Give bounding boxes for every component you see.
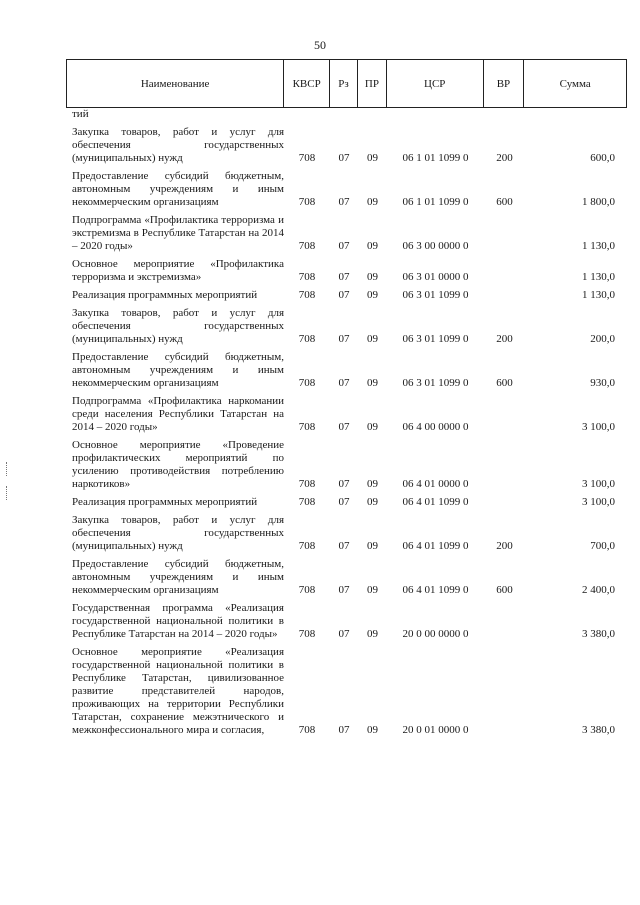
table-row [66, 214, 627, 253]
row-rz: 07 [338, 584, 350, 596]
table-body [66, 108, 627, 742]
table-row [66, 439, 627, 491]
row-pr: 09 [367, 478, 378, 490]
row-name: Предоставление субсидий бюджетным, автономным учреждениям и иным некоммерческим организациям [72, 351, 284, 389]
row-vr [484, 258, 525, 284]
row-kvsr: 708 [298, 628, 316, 640]
row-csr: 06 4 01 1099 0 [402, 496, 469, 508]
table-row [66, 602, 627, 641]
row-name: Основное мероприятие «Проведение профилактических мероприятий по усилению противодействия потреблению наркотиков» [72, 439, 284, 490]
row-csr: 06 4 01 1099 0 [402, 540, 469, 552]
row-name: Основное мероприятие «Реализация государственной национальной политики в Республике Татарстан, цивилизованное развитие представителей народов, проживающих на территории Республики Татарстан, сохранение межэтнического и межконфессионального мира и согласия, [72, 646, 284, 736]
row-rz: 07 [338, 421, 350, 433]
row-sum: 3 100,0 [582, 496, 615, 508]
row-name: Государственная программа «Реализация государственной национальной политики в Республике Татарстан на 2014 – 2020 годы» [72, 602, 284, 640]
row-sum: 3 100,0 [582, 421, 615, 433]
row-vr [484, 496, 525, 509]
row-sum: 3 380,0 [582, 628, 615, 640]
row-pr: 09 [367, 196, 378, 208]
table-row [66, 108, 627, 121]
margin-mark [6, 462, 8, 476]
margin-mark [6, 486, 8, 500]
row-vr: 200 [496, 333, 513, 345]
table-row [66, 395, 627, 434]
row-name: тий [72, 108, 89, 120]
row-sum: 3 100,0 [582, 478, 615, 490]
row-rz: 07 [338, 333, 350, 345]
row-csr: 20 0 00 0000 0 [402, 628, 469, 640]
table-row [66, 558, 627, 597]
row-vr: 600 [496, 196, 513, 208]
row-kvsr: 708 [298, 377, 316, 389]
row-vr [484, 214, 525, 253]
row-vr: 600 [496, 584, 513, 596]
row-pr: 09 [367, 496, 378, 508]
row-pr: 09 [367, 540, 378, 552]
row-sum: 1 130,0 [582, 271, 615, 283]
row-rz: 07 [338, 152, 350, 164]
row-name: Реализация программных мероприятий [72, 289, 258, 301]
header-csr: ЦСР [387, 60, 484, 107]
row-name: Закупка товаров, работ и услуг для обеспечения государственных (муниципальных) нужд [72, 126, 284, 164]
row-csr: 06 1 01 1099 0 [402, 152, 469, 164]
row-rz: 07 [338, 478, 350, 490]
row-rz: 07 [338, 289, 350, 301]
row-name: Подпрограмма «Профилактика терроризма и экстремизма в Республике Татарстан на 2014 – 2020 годы» [72, 214, 284, 252]
row-pr: 09 [367, 421, 378, 433]
row-sum: 200,0 [590, 333, 615, 345]
row-pr: 09 [367, 584, 378, 596]
table-row [66, 646, 627, 737]
row-kvsr: 708 [298, 240, 316, 252]
row-vr [484, 108, 525, 121]
row-vr: 200 [496, 152, 513, 164]
row-rz: 07 [338, 196, 350, 208]
row-rz: 07 [338, 724, 350, 736]
row-name: Предоставление субсидий бюджетным, автономным учреждениям и иным некоммерческим организациям [72, 558, 284, 596]
row-pr [358, 108, 387, 121]
row-name: Основное мероприятие «Профилактика терроризма и экстремизма» [72, 258, 284, 283]
row-sum: 1 130,0 [582, 289, 615, 301]
row-pr: 09 [367, 271, 378, 283]
row-sum: 2 400,0 [582, 584, 615, 596]
row-sum: 1 800,0 [582, 196, 615, 208]
row-rz: 07 [338, 377, 350, 389]
row-kvsr: 708 [298, 196, 316, 208]
row-sum: 700,0 [590, 540, 615, 552]
row-rz [330, 108, 358, 121]
row-kvsr: 708 [298, 333, 316, 345]
table-row [66, 307, 627, 346]
row-kvsr: 708 [298, 478, 316, 490]
row-pr: 09 [367, 333, 378, 345]
row-csr: 20 0 01 0000 0 [402, 724, 469, 736]
row-csr [387, 108, 484, 121]
table-row [66, 496, 627, 509]
row-kvsr: 708 [298, 152, 316, 164]
row-csr: 06 3 01 1099 0 [402, 333, 469, 345]
row-name: Подпрограмма «Профилактика наркомании среди населения Республики Татарстан на 2014 – 2020 годы» [72, 395, 284, 433]
page-number: 50 [314, 38, 326, 52]
row-vr [484, 289, 525, 302]
row-csr: 06 3 01 0000 0 [402, 271, 469, 283]
row-csr: 06 3 00 0000 0 [402, 240, 469, 252]
row-kvsr: 708 [298, 584, 316, 596]
table-row [66, 351, 627, 390]
header-kvsr: КВСР [284, 60, 330, 107]
row-vr: 200 [496, 540, 513, 552]
row-csr: 06 3 01 1099 0 [402, 289, 469, 301]
row-rz: 07 [338, 496, 350, 508]
row-csr: 06 4 01 0000 0 [402, 478, 469, 490]
table-row [66, 258, 627, 284]
header-sum: Сумма [559, 77, 591, 90]
row-kvsr: 708 [298, 271, 316, 283]
header-vr: ВР [484, 60, 525, 107]
header-name: Наименование [67, 60, 284, 107]
table-row [66, 289, 627, 302]
row-csr: 06 3 01 1099 0 [402, 377, 469, 389]
row-sum: 930,0 [590, 377, 615, 389]
row-pr: 09 [367, 152, 378, 164]
row-pr: 09 [367, 377, 378, 389]
row-pr: 09 [367, 628, 378, 640]
row-name: Предоставление субсидий бюджетным, автономным учреждениям и иным некоммерческим организациям [72, 170, 284, 208]
row-pr: 09 [367, 289, 378, 301]
header-pr: ПР [358, 60, 387, 107]
row-rz: 07 [338, 271, 350, 283]
row-name: Реализация программных мероприятий [72, 496, 258, 508]
row-csr: 06 4 00 0000 0 [402, 421, 469, 433]
row-sum: 1 130,0 [582, 240, 615, 252]
row-kvsr: 708 [298, 421, 316, 433]
table-row [66, 514, 627, 553]
row-vr [484, 395, 525, 434]
row-vr [484, 602, 525, 641]
row-csr: 06 4 01 1099 0 [402, 584, 469, 596]
row-rz: 07 [338, 240, 350, 252]
row-rz: 07 [338, 540, 350, 552]
row-pr: 09 [367, 240, 378, 252]
table-row [66, 170, 627, 209]
row-kvsr: 708 [298, 496, 316, 508]
row-rz: 07 [338, 628, 350, 640]
row-pr: 09 [367, 724, 378, 736]
row-vr: 600 [496, 377, 513, 389]
table-header [66, 59, 627, 108]
row-sum: 3 380,0 [582, 724, 615, 736]
row-kvsr: 708 [298, 540, 316, 552]
row-sum: 600,0 [590, 152, 615, 164]
row-csr: 06 1 01 1099 0 [402, 196, 469, 208]
row-kvsr [284, 108, 330, 121]
row-vr [484, 646, 525, 737]
row-kvsr: 708 [298, 289, 316, 301]
row-vr [484, 439, 525, 491]
table-row [66, 126, 627, 165]
row-name: Закупка товаров, работ и услуг для обеспечения государственных (муниципальных) нужд [72, 514, 284, 552]
header-rz: Рз [330, 60, 358, 107]
row-kvsr: 708 [298, 724, 316, 736]
row-sum [525, 108, 627, 121]
row-name: Закупка товаров, работ и услуг для обеспечения государственных (муниципальных) нужд [72, 307, 284, 345]
